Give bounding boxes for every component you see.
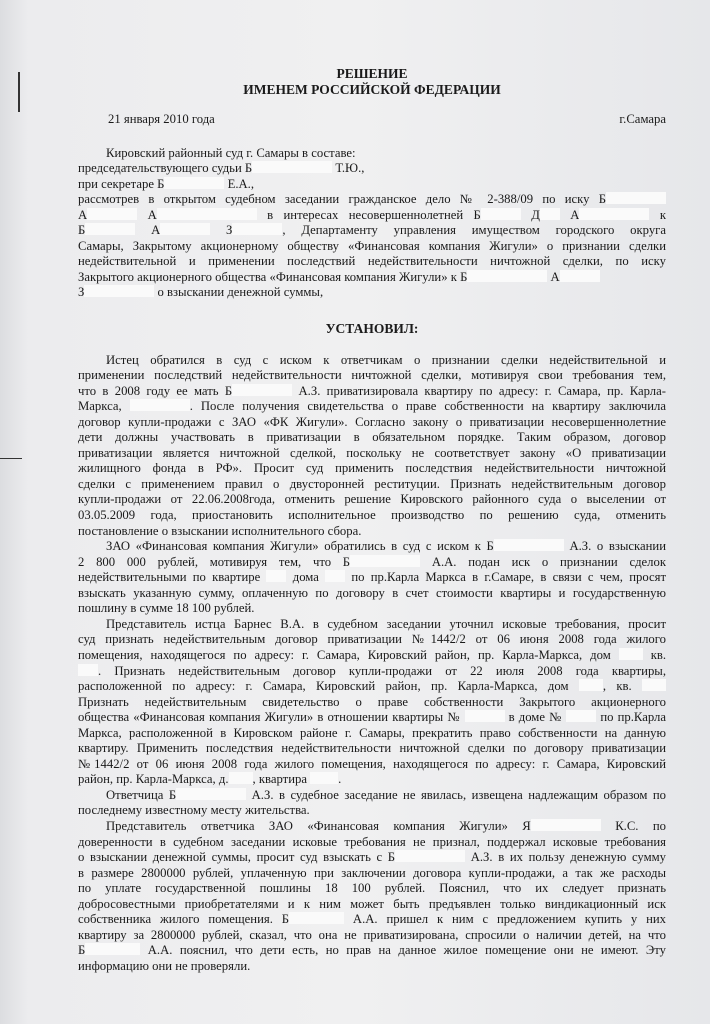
text-span: Самары, Закрытому акционерному обществу «Финансовая компания Жигули» о признании сделки xyxy=(78,238,666,253)
text-span: о взыскании денежной суммы, xyxy=(157,285,324,300)
redaction-block xyxy=(232,223,282,235)
text-span: , кв. xyxy=(602,679,632,694)
text-line xyxy=(78,757,666,773)
text-span: суд признать недействительным договор приватизации №1442/2 от 06 июня 2008 года жилого xyxy=(78,632,666,647)
text-span: купли-продажи от 22.06.2008года, отменить решение Кировского районного суда о выселении от xyxy=(78,492,666,507)
text-line xyxy=(78,508,666,524)
text-span: Представитель истца Барнес В.А. в судебном заседании уточнил исковые требования, просит xyxy=(106,616,666,631)
redaction-block xyxy=(130,399,190,411)
text-span: Маркса, xyxy=(78,399,122,414)
redaction-block xyxy=(289,912,344,924)
text-line xyxy=(78,648,666,664)
text-line xyxy=(78,726,666,742)
text-line xyxy=(78,477,666,493)
text-line xyxy=(78,270,666,286)
text-span: помещения, находящегося по адресу: г. Самара, Кировский район, пр. Карла-Маркса, дом xyxy=(78,647,611,662)
text-span: А xyxy=(151,223,161,238)
text-span: постановление о взыскании исполнительного сбора. xyxy=(78,523,362,538)
redaction-block xyxy=(494,539,564,551)
text-span: Б xyxy=(78,223,86,238)
text-line xyxy=(78,353,666,369)
text-span: к xyxy=(659,207,666,222)
redaction-block xyxy=(606,192,666,204)
text-span: при секретаре Б xyxy=(78,176,165,191)
text-span: Б xyxy=(78,943,86,958)
redaction-block xyxy=(176,788,246,800)
text-line xyxy=(78,601,666,617)
redaction-block xyxy=(531,819,601,831)
text-span: . После получения свидетельства о праве собственности на квартиру заключила xyxy=(189,399,666,414)
text-line xyxy=(78,146,666,162)
text-span: в доме № xyxy=(508,710,563,725)
text-line xyxy=(78,850,666,866)
redaction-block xyxy=(395,850,465,862)
redaction-block xyxy=(619,648,643,660)
text-span: общества «Финансовая компания Жигули» в отношении квартиры № xyxy=(78,710,461,725)
text-span: Ответчица Б xyxy=(106,787,177,802)
text-line xyxy=(78,177,666,193)
text-line xyxy=(78,223,666,239)
redaction-block xyxy=(579,679,603,691)
redaction-block xyxy=(164,177,224,189)
text-line xyxy=(78,555,666,571)
text-line xyxy=(78,399,666,415)
text-span: Кировский районный суд г. Самары в составе: xyxy=(106,145,356,160)
section-heading: УСТАНОВИЛ: xyxy=(325,321,419,337)
text-span: А.З. о взыскании xyxy=(569,539,666,554)
text-span: №1442/2 от 06 июня 2008 года жилого помещения, находящегося по адресу: г. Самара, Кировский xyxy=(78,756,666,771)
text-span: Закрытого акционерного общества «Финансовая компания Жигули» к Б xyxy=(78,269,468,284)
text-line xyxy=(78,928,666,944)
text-span: рассмотрев в открытом судебном заседании гражданское дело № 2-388/09 по иску Б xyxy=(78,192,606,207)
text-line xyxy=(78,881,666,897)
text-span: доверенности в судебном заседании исковые требования не признал, поддержал исковые требования xyxy=(78,834,666,849)
text-line xyxy=(78,161,666,177)
redaction-block xyxy=(87,208,137,220)
text-line xyxy=(78,695,666,711)
redaction-block xyxy=(465,710,505,722)
text-line xyxy=(78,208,666,224)
date-line xyxy=(78,112,666,128)
redaction-block xyxy=(566,710,596,722)
text-span: К.С. по xyxy=(615,818,666,833)
text-line xyxy=(78,664,666,680)
text-span: Д xyxy=(531,207,540,222)
text-span: председательствующего судьи Б xyxy=(78,161,253,176)
text-line xyxy=(78,239,666,255)
text-span: район, пр. Карла-Маркса, д. xyxy=(78,772,229,787)
text-span: квартиру за 2800000 рублей, сказал, что она не приватизирована, спросили о наличии детей, на что xyxy=(78,927,666,942)
text-line xyxy=(78,285,666,301)
text-span: применении последствий недействительности ничтожной сделки, мотивируя свои требования тем, xyxy=(78,368,666,383)
text-span: А.З. приватизировала квартиру по адресу: г. Самара, пр. Карла- xyxy=(298,383,666,398)
text-span: дома xyxy=(292,570,319,585)
text-line xyxy=(78,866,666,882)
text-span: в интересах несовершеннолетней Б xyxy=(267,207,481,222)
text-line xyxy=(78,788,666,804)
text-line xyxy=(78,632,666,648)
text-line xyxy=(78,959,666,975)
redaction-block xyxy=(642,679,666,691)
text-span: Маркса, расположенной в Кировском районе г. Самары, прекратить право собственности на данную xyxy=(78,725,666,740)
text-span: по пр.Карла Маркса в г.Самаре, в связи с чем, просят xyxy=(351,570,666,585)
text-span: , Департаменту управления имуществом городского округа xyxy=(282,223,666,238)
redaction-block xyxy=(560,270,600,282)
text-line xyxy=(78,415,666,431)
text-line xyxy=(78,570,666,586)
text-span: последнему известному месту жительства. xyxy=(78,803,310,818)
margin-mark xyxy=(18,72,20,112)
redaction-block xyxy=(481,208,521,220)
document-text xyxy=(78,66,666,974)
text-span: ЗАО «Финансовая компания Жигули» обратились в суд с иском к Б xyxy=(106,539,494,554)
redaction-block xyxy=(160,223,210,235)
text-span: Е.А., xyxy=(227,176,255,191)
redaction-block xyxy=(85,943,140,955)
text-span: 03.05.2009 года, приостановить исполнительное производство по решению суда, отменить xyxy=(78,508,666,523)
text-span: добросовестными приобретателями и к ним может быть предъявлен только виндикационный иск xyxy=(78,896,666,911)
text-span: информацию они не проверяли. xyxy=(78,958,251,973)
text-span: А.А. пояснил, что дети есть, но прав на данное жилое помещение они не имеют. Эту xyxy=(147,943,666,958)
text-line xyxy=(78,492,666,508)
text-span: договор купли-продажи с ЗАО «ФК Жигули». Согласно закону о приватизации несовершеннолетние xyxy=(78,414,666,429)
redaction-block xyxy=(85,223,135,235)
text-line xyxy=(78,254,666,270)
doc-date: 21 января 2010 года xyxy=(108,112,215,126)
text-line xyxy=(78,741,666,757)
text-line xyxy=(78,679,666,695)
text-line xyxy=(78,803,666,819)
text-span: по пр.Карла xyxy=(600,710,666,725)
text-span: Т.Ю., xyxy=(335,161,365,176)
text-line xyxy=(78,835,666,851)
text-span: квартиру. Применить последствия недействительности ничтожной сделки по договору приватизации xyxy=(78,741,666,756)
text-span: Истец обратился в суд с иском к ответчикам о признании сделки недействительной и xyxy=(106,352,666,367)
text-line xyxy=(78,368,666,384)
text-line xyxy=(78,897,666,913)
text-span: приватизации является ничтожной сделкой, поскольку не соответствует закону «О приватизации xyxy=(78,445,666,460)
text-span: А.З. в их пользу денежную сумму xyxy=(470,850,666,865)
redaction-block xyxy=(229,772,253,784)
redaction-block xyxy=(78,664,98,676)
text-line xyxy=(78,819,666,835)
redaction-block xyxy=(232,384,292,396)
text-span: А xyxy=(147,207,157,222)
text-line xyxy=(78,430,666,446)
text-span: , квартира xyxy=(252,772,307,787)
redaction-block xyxy=(325,570,345,582)
text-span: А.А. подан иск о признании сделок xyxy=(431,554,666,569)
text-span: З xyxy=(226,223,233,238)
text-span: А xyxy=(570,207,580,222)
text-span: А xyxy=(78,207,88,222)
redaction-block xyxy=(157,208,257,220)
text-span: А xyxy=(550,269,560,284)
text-span: расположенной по адресу: г. Самара, Кировский район, пр. Карла-Маркса, дом xyxy=(78,679,569,694)
text-span: в размере 2800000 рублей, уплаченную при заключении договора купли-продажи, а так же расходы xyxy=(78,865,666,880)
redaction-block xyxy=(350,555,420,567)
text-span: по уплате государственной пошлины 18 100 рублей. Пояснил, что их следует признать xyxy=(78,881,666,896)
doc-subtitle: ИМЕНЕМ РОССИЙСКОЙ ФЕДЕРАЦИИ xyxy=(243,82,501,97)
redaction-block xyxy=(310,772,338,784)
text-line xyxy=(78,912,666,928)
text-line xyxy=(78,617,666,633)
text-line xyxy=(78,772,666,788)
redaction-block xyxy=(252,161,332,173)
text-line xyxy=(78,446,666,462)
text-line xyxy=(78,461,666,477)
text-span: А.А. пришел к ним с предложением купить у них xyxy=(352,912,666,927)
text-span: Представитель ответчика ЗАО «Финансовая компания Жигули» Я xyxy=(106,818,531,833)
redaction-block xyxy=(84,285,154,297)
text-span: о взыскании денежной суммы, просит суд взыскать с Б xyxy=(78,850,396,865)
text-line xyxy=(78,586,666,602)
text-span: недействительными по квартире xyxy=(78,570,261,585)
margin-mark xyxy=(0,458,22,459)
text-span: . Признать недействительным договор купли-продажи от 22 июля 2008 года квартиры, xyxy=(98,663,666,678)
text-span: . xyxy=(338,772,342,787)
doc-city: г.Самара xyxy=(619,112,666,126)
redaction-block xyxy=(266,570,286,582)
text-line xyxy=(78,384,666,400)
text-span: кв. xyxy=(650,647,666,662)
text-span: 2 800 000 рублей, мотивируя тем, что Б xyxy=(78,554,351,569)
text-span: А.З. в судебное заседание не явилась, извещена надлежащим образом по xyxy=(251,787,666,802)
redaction-block xyxy=(467,270,547,282)
text-line xyxy=(78,539,666,555)
text-line xyxy=(78,710,666,726)
text-line xyxy=(78,943,666,959)
text-span: Признать недействительным свидетельство о праве собственности Закрытого акционерного xyxy=(78,694,666,709)
text-line xyxy=(78,524,666,540)
text-span: З xyxy=(78,285,85,300)
text-span: взыскать указанную сумму, оплаченную по договору в счет стоимости квартиры и государственную xyxy=(78,585,666,600)
text-span: жилищного фонда в РФ». Просит суд применить последствия недействительности ничтожной xyxy=(78,461,666,476)
doc-title: РЕШЕНИЕ xyxy=(336,66,408,81)
redaction-block xyxy=(540,208,560,220)
text-span: сделки с применением правил о двусторонней реституции. Признать недействительным договор xyxy=(78,476,666,491)
text-span: дети должны участвовать в приватизации в обязательном порядке. Таким образом, договор xyxy=(78,430,666,445)
text-span: недействительной и применении последствий недействительности ничтожной сделки, по иску xyxy=(78,254,666,269)
redaction-block xyxy=(579,208,649,220)
text-span: что в 2008 году ее мать Б xyxy=(78,383,233,398)
text-line xyxy=(78,192,666,208)
text-span: пошлину в сумме 18 100 рублей. xyxy=(78,601,255,616)
text-span: собственника жилого помещения. Б xyxy=(78,912,290,927)
